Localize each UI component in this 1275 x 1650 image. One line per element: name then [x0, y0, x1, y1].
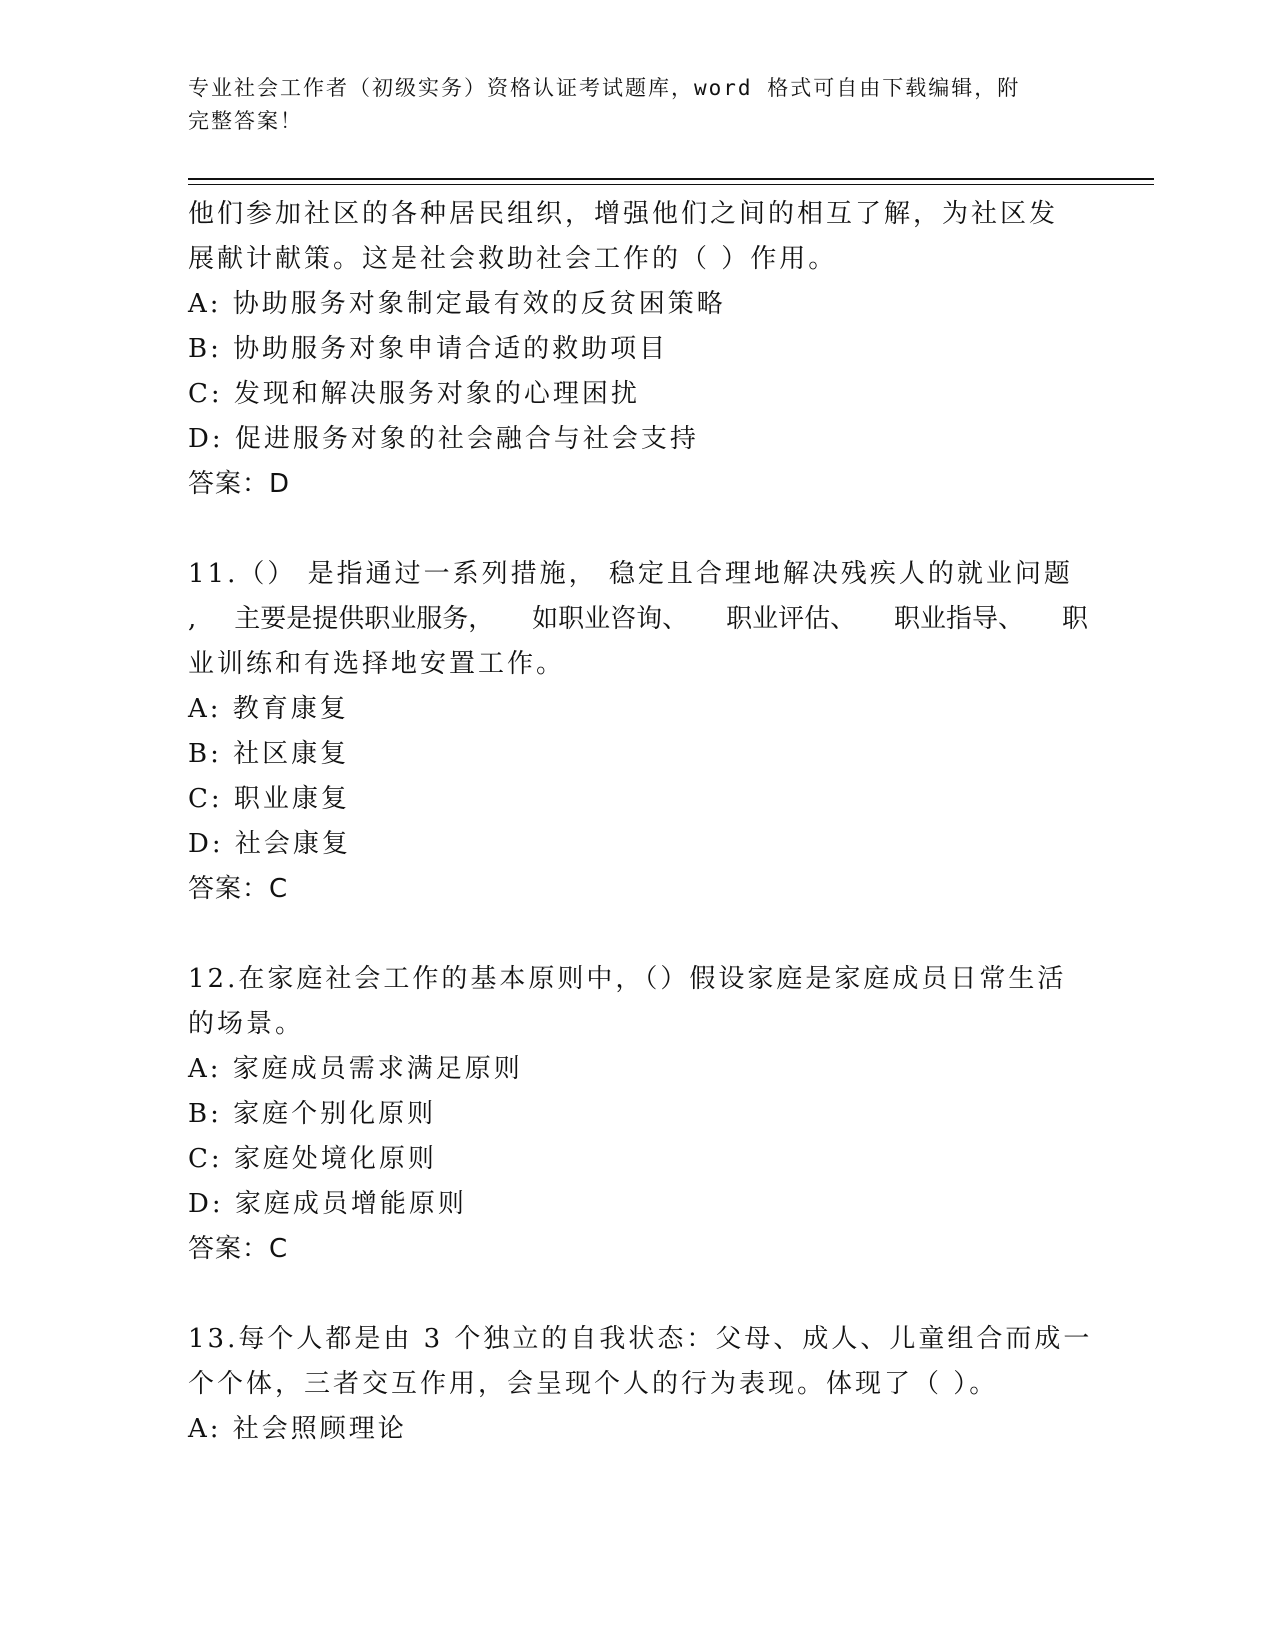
question-11 [188, 552, 1088, 912]
question-13-option-a: A: 社会照顾理论 [188, 1414, 407, 1444]
question-11-line-2-part: 如职业咨询、 [532, 604, 689, 634]
question-12-answer: 答案：C [188, 1234, 289, 1264]
question-13 [188, 1317, 1093, 1452]
question-13-text-line-2: 个个体，三者交互作用，会呈现个人的行为表现。体现了（ ）。 [188, 1369, 999, 1399]
question-11-text-line-1: 11.（） 是指通过一系列措施， 稳定且合理地解决残疾人的就业问题 [188, 559, 1073, 589]
header-line-1: 专业社会工作者（初级实务）资格认证考试题库，word 格式可自由下载编辑，附 [188, 76, 1021, 100]
question-11-line-2-part: 主要是提供职业服务， [234, 604, 495, 634]
question-11-line-2-part: 职业评估、 [726, 604, 857, 634]
question-10-answer: 答案：D [188, 469, 291, 499]
question-11-answer: 答案：C [188, 874, 289, 904]
question-12-option-d: D: 家庭成员增能原则 [188, 1189, 467, 1219]
question-10 [188, 192, 1088, 507]
question-list [188, 192, 1093, 1452]
question-10-text-line-1: 他们参加社区的各种居民组织，增强他们之间的相互了解，为社区发 [188, 199, 1059, 229]
question-10-text-line-2: 展献计献策。这是社会救助社会工作的（ ）作用。 [188, 244, 838, 274]
question-11-text-line-2 [188, 597, 1088, 642]
question-10-option-c: C: 发现和解决服务对象的心理困扰 [188, 379, 640, 409]
question-11-text-line-3: 业训练和有选择地安置工作。 [188, 649, 566, 679]
question-12-option-b: B: 家庭个别化原则 [188, 1099, 437, 1129]
spacer [188, 507, 1088, 552]
question-12-text-line-2: 的场景。 [188, 1009, 305, 1039]
question-11-option-d: D: 社会康复 [188, 829, 351, 859]
spacer [188, 1272, 1088, 1317]
question-11-option-b: B: 社区康复 [188, 739, 350, 769]
header-rule-thin [188, 184, 1154, 185]
question-11-line-2-part: , [188, 604, 197, 634]
question-13-text-line-1: 13.每个人都是由 3 个独立的自我状态：父母、成人、儿童组合而成一 [188, 1324, 1093, 1354]
question-10-option-a: A: 协助服务对象制定最有效的反贫困策略 [188, 289, 726, 319]
question-11-option-c: C: 职业康复 [188, 784, 350, 814]
question-12-option-a: A: 家庭成员需求满足原则 [188, 1054, 523, 1084]
spacer [188, 912, 1088, 957]
question-12-text-line-1: 12.在家庭社会工作的基本原则中，（）假设家庭是家庭成员日常生活 [188, 964, 1067, 994]
question-11-line-2-part: 职 [1061, 604, 1088, 634]
question-11-option-a: A: 教育康复 [188, 694, 349, 724]
document-header [188, 72, 1068, 138]
question-12-option-c: C: 家庭处境化原则 [188, 1144, 437, 1174]
question-10-option-b: B: 协助服务对象申请合适的救助项目 [188, 334, 669, 364]
header-line-2: 完整答案！ [188, 109, 303, 133]
header-rule-thick [188, 178, 1154, 180]
question-12 [188, 957, 1088, 1272]
question-11-line-2-part: 职业指导、 [894, 604, 1025, 634]
question-10-option-d: D: 促进服务对象的社会融合与社会支持 [188, 424, 699, 454]
